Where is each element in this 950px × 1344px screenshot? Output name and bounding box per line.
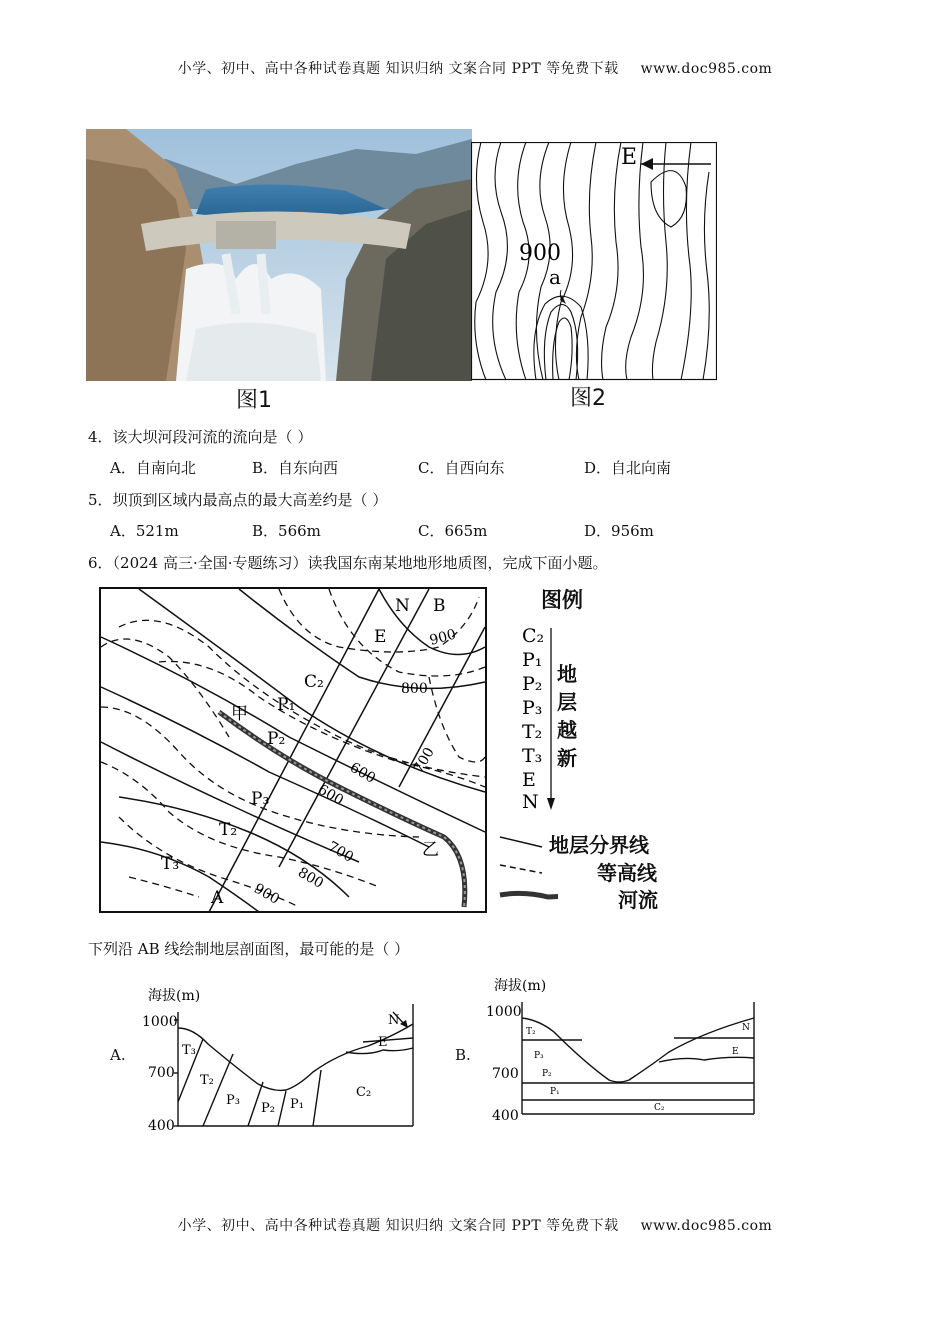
fig1-caption: 图1	[236, 388, 272, 413]
contour-map-fig2	[471, 142, 717, 382]
profile-a-ytitle: 海拔(m)	[148, 988, 201, 1004]
footer-url[interactable]: www.doc985.com	[640, 1218, 773, 1234]
legend-p1: P₁	[522, 649, 543, 671]
q4-option-b[interactable]: B．自东向西	[252, 459, 339, 477]
profile-b-p3: P₃	[534, 1051, 544, 1061]
profile-a	[138, 984, 420, 1134]
profile-a-tick-1000: 1000	[142, 1014, 178, 1030]
legend-n: N	[522, 791, 539, 812]
legend-title: 图例	[541, 588, 583, 612]
contour-600-a: 600	[347, 759, 379, 787]
profile-b	[484, 972, 760, 1124]
q5-option-a[interactable]: A．521m	[110, 522, 179, 540]
header-url[interactable]: www.doc985.com	[640, 61, 773, 77]
footer-text: 小学、初中、高中各种试卷真题 知识归纳 文案合同 PPT 等免费下载	[177, 1218, 619, 1234]
map-n: N	[395, 596, 410, 616]
q5-stem: 5．坝顶到区域内最高点的最大高差约是（ ）	[88, 491, 388, 509]
profile-a-tick-700: 700	[148, 1065, 175, 1081]
q4-stem: 4．该大坝河段河流的流向是（ ）	[88, 428, 313, 446]
legend-c2: C₂	[522, 625, 545, 647]
boundary-line-icon	[500, 837, 542, 847]
map-p1: P₁	[277, 695, 296, 715]
profile-b-label[interactable]: B.	[455, 1046, 471, 1064]
legend-item-river: 河流	[618, 888, 658, 912]
profile-b-ytitle: 海拔(m)	[494, 978, 547, 994]
profile-a-t3: T₃	[182, 1043, 196, 1058]
dam-photo	[86, 129, 472, 381]
map-t2: T₂	[219, 820, 238, 840]
profile-a-c2: C₂	[356, 1085, 372, 1100]
profile-b-p2: P₂	[542, 1069, 552, 1079]
profile-b-c2: C₂	[654, 1103, 665, 1113]
q6-stem: 6．（2024 高三·全国·专题练习）读我国东南某地地形地质图，完成下面小题。	[88, 554, 608, 572]
profile-a-e: E	[378, 1035, 388, 1050]
map-point-b: B	[433, 596, 446, 616]
legend-p3: P₃	[522, 697, 543, 719]
map-e: E	[374, 627, 387, 647]
map-yi: 乙	[422, 840, 439, 860]
legend-trend: 地层越新	[557, 662, 577, 770]
legend-e: E	[522, 769, 536, 791]
contour-800-top: 800	[401, 681, 428, 697]
contour-700-top: 700	[410, 744, 438, 776]
profile-b-n: N	[742, 1023, 750, 1033]
map-jia: 甲	[231, 704, 248, 724]
fig2-label-900: 900	[519, 241, 561, 266]
legend-item-contour: 等高线	[597, 861, 657, 885]
profile-b-tick-400: 400	[492, 1108, 519, 1124]
contour-900-bottom: 900	[251, 880, 283, 908]
q5-option-b[interactable]: B．566m	[252, 522, 321, 540]
page-footer	[0, 1215, 950, 1235]
profile-a-p1: P₁	[290, 1097, 304, 1112]
map-p3: P₃	[251, 789, 270, 809]
fig2-label-a: a	[549, 265, 561, 289]
legend-item-boundary: 地层分界线	[549, 833, 649, 857]
contour-800-bottom: 800	[295, 864, 327, 892]
sub-question: 下列沿 AB 线绘制地层剖面图，最可能的是（ ）	[88, 940, 410, 958]
contour-line-icon	[500, 865, 542, 873]
profile-a-tick-400: 400	[148, 1118, 175, 1134]
q5-option-c[interactable]: C．665m	[418, 522, 488, 540]
fig2-caption: 图2	[570, 386, 606, 411]
legend-p2: P₂	[522, 673, 543, 695]
profile-b-tick-700: 700	[492, 1066, 519, 1082]
q5-option-d[interactable]: D．956m	[584, 522, 654, 540]
map-t3: T₃	[161, 854, 180, 874]
profile-a-t2: T₂	[200, 1073, 214, 1088]
map-point-a: A	[211, 888, 224, 908]
profile-b-e: E	[732, 1047, 739, 1057]
geological-map	[99, 587, 489, 915]
contour-600-b: 600	[315, 781, 347, 809]
legend-t3: T₃	[522, 745, 543, 767]
legend-arrow-icon	[547, 798, 555, 810]
profile-a-n: N	[388, 1013, 400, 1028]
profile-b-tick-1000: 1000	[486, 1004, 522, 1020]
profile-b-p1: P₁	[550, 1087, 560, 1097]
contour-900-top: 900	[427, 626, 458, 649]
profile-a-p3: P₃	[226, 1093, 240, 1108]
profile-a-p2: P₂	[261, 1101, 275, 1116]
profile-b-t2: T₂	[526, 1027, 536, 1037]
page-header	[0, 58, 950, 78]
map-c2: C₂	[304, 672, 324, 692]
profile-a-label[interactable]: A.	[110, 1046, 126, 1064]
q4-option-d[interactable]: D．自北向南	[584, 459, 672, 477]
header-text: 小学、初中、高中各种试卷真题 知识归纳 文案合同 PPT 等免费下载	[177, 61, 619, 77]
q4-option-c[interactable]: C．自西向东	[418, 459, 505, 477]
fig2-label-e: E	[621, 145, 638, 170]
legend-t2: T₂	[522, 721, 543, 743]
map-p2: P₂	[267, 729, 286, 749]
q4-option-a[interactable]: A．自南向北	[110, 459, 196, 477]
contour-700-bottom: 700	[325, 838, 357, 866]
river-icon	[500, 893, 558, 897]
